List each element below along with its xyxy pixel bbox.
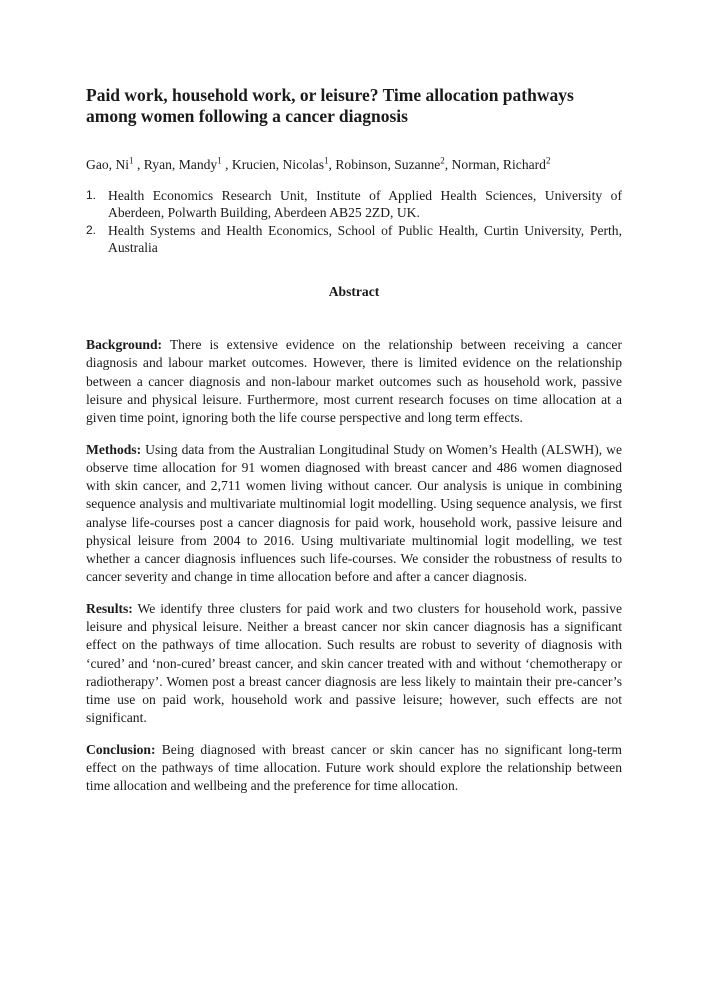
section-label: Results: xyxy=(86,601,133,617)
author-affiliation-marker: 1 xyxy=(217,155,222,166)
section-label: Methods: xyxy=(86,441,142,457)
paper-page xyxy=(86,85,622,809)
section-label: Conclusion: xyxy=(86,742,156,758)
section-text: Using data from the Australian Longitudinal Study on Women’s Health (ALSWH), we observe time allocation for 91 women diagnosed with breast cancer and 486 women diagnosed with skin cancer, and 2,711 women living without cancer. Our analysis is unique in combining sequence analysis and multivariate multinomial logit modelling. Using sequence analysis, we first analyse life-courses post a cancer diagnosis for paid work, household work, passive leisure and physical leisure from 2004 to 2016. Using multivariate multinomial logit modelling, we test whether a cancer diagnosis influences such life-courses. We consider the robustness of results to cancer severity and change in time allocation before and after a cancer diagnosis. xyxy=(86,441,622,585)
author-separator: , xyxy=(444,157,452,172)
author-separator: , xyxy=(221,157,232,172)
section-text: There is extensive evidence on the relationship between receiving a cancer diagnosis and labour market outcomes. However, there is limited evidence on the relationship between a cancer diagnosis and non-labour market outcomes such as household work, passive leisure and physical leisure. Furthermore, most current research focuses on time allocation at a given time point, ignoring both the life course perspective and long term effects. xyxy=(86,337,622,425)
paper-title: Paid work, household work, or leisure? Time allocation pathways among women following a cancer diagnosis xyxy=(86,85,574,126)
author-separator: , xyxy=(133,157,144,172)
affiliation-item xyxy=(86,222,622,257)
author-name: Norman, Richard xyxy=(451,157,546,172)
abstract-methods xyxy=(86,441,622,587)
section-text: Being diagnosed with breast cancer or skin cancer has no significant long-term effect on the pathways of time allocation. Future work should explore the relationship between time allocation and wellbeing and the preference for time allocation. xyxy=(86,742,622,794)
affiliation-text: Health Economics Research Unit, Institute of Applied Health Sciences, University of Aberdeen, Polwarth Building, Aberdeen AB25 2ZD, UK. xyxy=(108,188,622,221)
affiliation-list xyxy=(86,187,622,256)
section-text: We identify three clusters for paid work and two clusters for household work, passive leisure and physical leisure. Neither a breast cancer nor skin cancer diagnosis has a significant effect on the pathways of time allocation. Such results are robust to severity of diagnosis with ‘cured’ and ‘non-cured’ breast cancer, and skin cancer treated with and without ‘chemotherapy or radiotherapy’. Women post a breast cancer diagnosis are less likely to maintain their pre-cancer’s time use on paid work, household work and passive leisure; however, such effects are not significant. xyxy=(86,601,622,726)
author-name: Gao, Ni xyxy=(86,157,130,172)
abstract-heading: Abstract xyxy=(328,284,380,300)
author-affiliation-marker: 1 xyxy=(324,155,329,166)
abstract-background xyxy=(86,336,622,427)
author-name: Robinson, Suzanne xyxy=(335,157,441,172)
section-label: Background: xyxy=(86,337,163,353)
affiliation-item xyxy=(86,187,622,222)
abstract-conclusion xyxy=(86,741,622,796)
affiliation-number: 2. xyxy=(86,222,97,237)
affiliation-text: Health Systems and Health Economics, School of Public Health, Curtin University, Perth, Australia xyxy=(108,222,622,255)
author-name: Ryan, Mandy xyxy=(143,157,218,172)
author-list xyxy=(86,156,622,173)
author-affiliation-marker: 2 xyxy=(545,155,551,166)
author-affiliation-marker: 2 xyxy=(440,155,445,166)
abstract-results xyxy=(86,600,622,727)
author-affiliation-marker: 1 xyxy=(129,155,134,166)
author-name: Krucien, Nicolas xyxy=(231,157,325,172)
affiliation-number: 1. xyxy=(86,188,97,202)
author-separator: , xyxy=(328,157,336,172)
